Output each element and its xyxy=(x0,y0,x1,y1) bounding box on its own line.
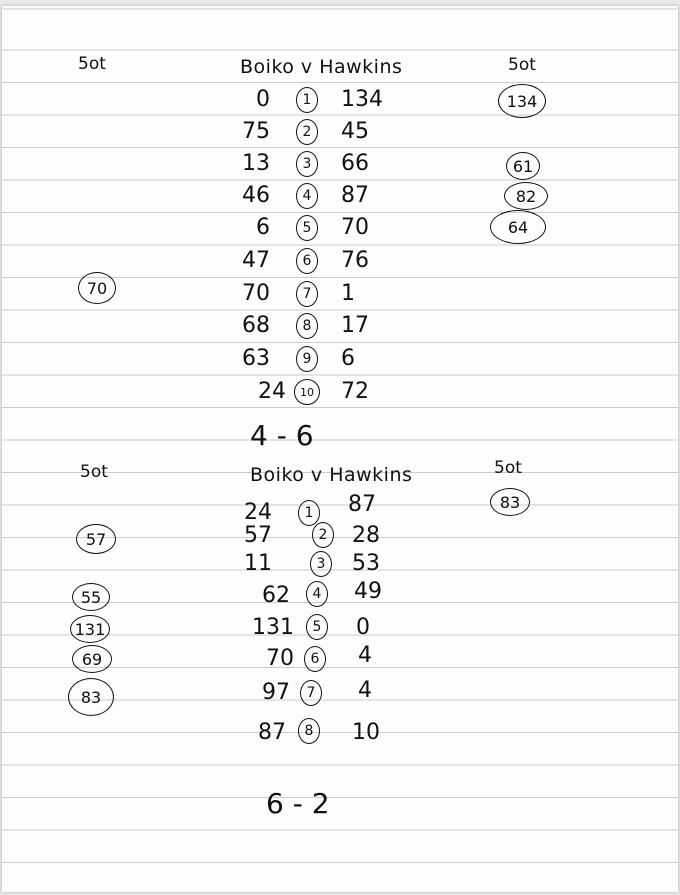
s1-frame3-number: 3 xyxy=(296,151,318,177)
s1-final-score: 4 - 6 xyxy=(250,419,314,452)
s1-frame3-right-score: 66 xyxy=(341,151,369,176)
s1-frame5-right-score: 70 xyxy=(341,215,369,240)
s2-frame6-number: 6 xyxy=(304,646,326,672)
s1-frame1-right-score: 134 xyxy=(341,87,383,112)
s2-frame6-left-score: 70 xyxy=(266,646,294,671)
s1-right-break-1: 134 xyxy=(498,84,546,118)
s2-frame5-number: 5 xyxy=(306,614,328,640)
s1-right-break-3: 82 xyxy=(504,182,548,210)
s1-frame3-left-score: 13 xyxy=(242,151,270,176)
s2-frame5-left-score: 131 xyxy=(252,615,294,640)
s1-frame7-left-score: 70 xyxy=(242,281,270,306)
s1-match-title: Boiko v Hawkins xyxy=(240,56,403,78)
s1-frame6-right-score: 76 xyxy=(341,248,369,273)
s1-frame8-number: 8 xyxy=(296,313,318,339)
s1-frame5-number: 5 xyxy=(296,215,318,241)
s1-frame2-number: 2 xyxy=(296,119,318,145)
s1-frame10-number: 10 xyxy=(294,379,320,405)
s2-frame3-left-score: 11 xyxy=(244,551,272,576)
s2-right-break-1: 83 xyxy=(490,488,530,516)
s1-left-break-1: 70 xyxy=(78,272,116,304)
s2-frame3-number: 3 xyxy=(310,551,332,577)
s2-frame7-right-score: 4 xyxy=(358,678,372,703)
s2-frame3-right-score: 53 xyxy=(352,551,380,576)
s2-final-score: 6 - 2 xyxy=(266,787,330,820)
s2-frame8-right-score: 10 xyxy=(352,720,380,745)
s1-frame8-right-score: 17 xyxy=(341,313,369,338)
s1-frame6-left-score: 47 xyxy=(242,248,270,273)
s2-frame4-number: 4 xyxy=(306,581,328,607)
s1-right-header: 5ot xyxy=(508,55,536,75)
s1-frame2-left-score: 75 xyxy=(242,119,270,144)
s2-frame2-number: 2 xyxy=(312,522,334,548)
s2-frame1-number: 1 xyxy=(298,500,320,526)
s2-frame2-right-score: 28 xyxy=(352,523,380,548)
s2-frame4-right-score: 49 xyxy=(354,579,382,604)
s1-frame9-right-score: 6 xyxy=(341,346,355,371)
s2-frame5-right-score: 0 xyxy=(356,615,370,640)
s1-left-header: 5ot xyxy=(78,54,106,74)
s2-frame7-number: 7 xyxy=(300,680,322,706)
s1-frame1-left-score: 0 xyxy=(256,87,270,112)
s2-frame8-left-score: 87 xyxy=(258,720,286,745)
s1-frame9-number: 9 xyxy=(296,346,318,372)
s2-left-break-4: 69 xyxy=(72,645,112,673)
lined-paper-sheet xyxy=(2,6,678,892)
s1-frame8-left-score: 68 xyxy=(242,313,270,338)
s1-frame7-number: 7 xyxy=(296,281,318,307)
s1-frame7-right-score: 1 xyxy=(341,281,355,306)
s1-frame2-right-score: 45 xyxy=(341,119,369,144)
s2-frame7-left-score: 97 xyxy=(262,680,290,705)
s1-frame10-right-score: 72 xyxy=(341,379,369,404)
s1-frame4-left-score: 46 xyxy=(242,183,270,208)
s2-frame8-number: 8 xyxy=(298,718,320,744)
s1-frame4-number: 4 xyxy=(296,183,318,209)
s2-left-header: 5ot xyxy=(80,462,108,482)
s1-frame1-number: 1 xyxy=(296,87,318,113)
s1-frame10-left-score: 24 xyxy=(258,379,286,404)
s2-left-break-2: 55 xyxy=(72,583,110,611)
s1-frame6-number: 6 xyxy=(296,248,318,274)
s2-frame1-left-score: 24 xyxy=(244,500,272,525)
s1-frame5-left-score: 6 xyxy=(256,215,270,240)
s2-frame6-right-score: 4 xyxy=(358,643,372,668)
s1-frame4-right-score: 87 xyxy=(341,183,369,208)
s2-frame4-left-score: 62 xyxy=(262,583,290,608)
s2-frame2-left-score: 57 xyxy=(244,523,272,548)
s2-left-break-5: 83 xyxy=(68,678,114,716)
s1-right-break-4: 64 xyxy=(490,210,546,244)
s1-right-break-2: 61 xyxy=(506,152,540,180)
s2-match-title: Boiko v Hawkins xyxy=(250,464,413,486)
s2-left-break-3: 131 xyxy=(70,615,110,643)
s2-right-header: 5ot xyxy=(494,458,522,478)
s2-frame1-right-score: 87 xyxy=(348,492,376,517)
s2-left-break-1: 57 xyxy=(76,524,116,554)
s1-frame9-left-score: 63 xyxy=(242,346,270,371)
